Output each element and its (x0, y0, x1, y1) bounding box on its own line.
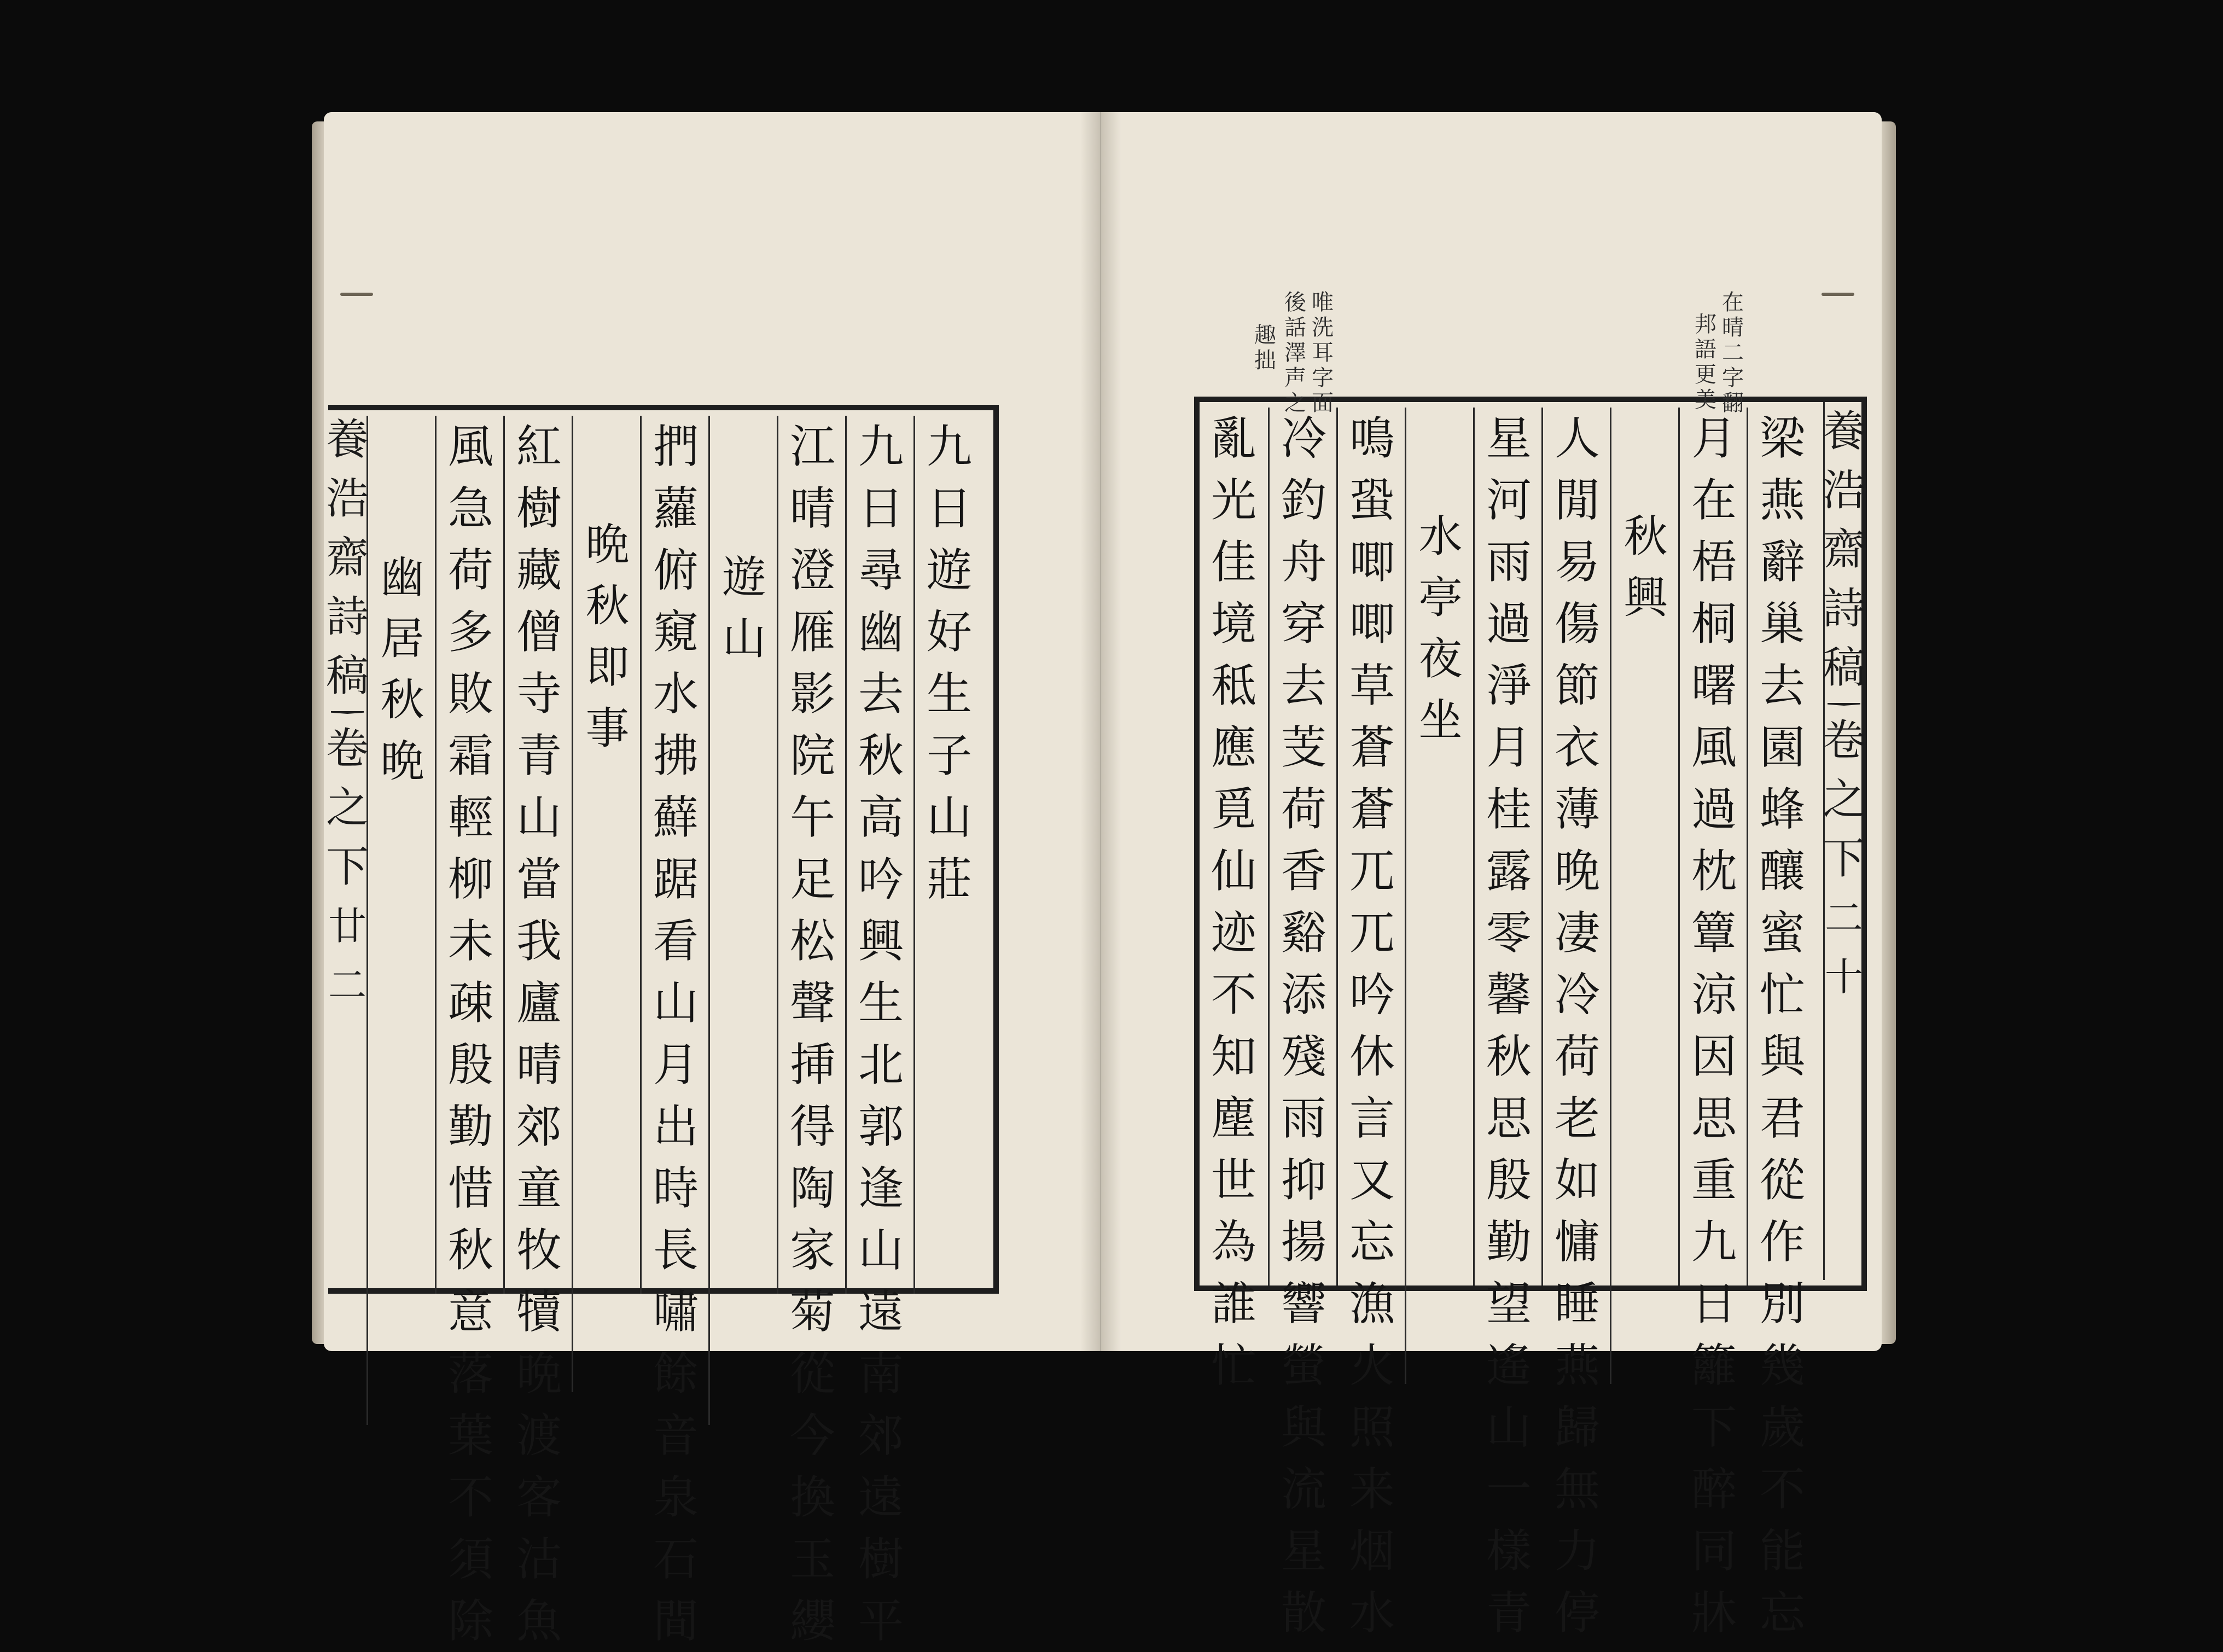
right-banxin (1823, 402, 1866, 1280)
fishtail-mark (1828, 703, 1860, 706)
text-column: 江 晴 澄 雁 影 院 午 足 松 聲 挿 得 陶 家 菊 從 今 換 玉 纓 (777, 416, 847, 1294)
right-page-edge (1879, 121, 1896, 1344)
right-text-frame (1194, 397, 1867, 1639)
left-banxin (326, 410, 369, 1288)
margin-note: 唯 洗 耳 字 面 (1312, 290, 1334, 416)
text-column: 亂 光 佳 境 秪 應 覓 仙 迹 不 知 塵 世 為 誰 忙 (1211, 412, 1256, 1392)
text-column: 風 急 荷 多 敗 霜 輕 柳 未 疎 殷 勤 惜 秋 意 落 葉 不 須 除 (435, 416, 505, 1294)
text-column: 九 日 尋 幽 去 秋 高 吟 興 生 北 郭 逢 山 遠 南 郊 遠 樹 平 (845, 416, 915, 1294)
text-column: 九 日 遊 好 生 子 山 莊 (913, 416, 984, 1294)
right-banxin-page: 二 十 (1825, 895, 1863, 999)
text-column: 梁 燕 辭 巢 去 園 蜂 釀 蜜 忙 與 君 從 作 別 幾 歲 不 能 忘 (1747, 408, 1817, 1285)
text-column: 遊 山 (708, 416, 778, 1425)
left-banxin-page: 廿 二 (328, 904, 366, 1008)
margin-note: 邦 語 更 美 (1695, 312, 1716, 412)
text-column: 星 河 雨 過 淨 月 桂 露 零 馨 秋 思 殷 勤 望 遙 山 一 樣 青 (1473, 408, 1543, 1285)
text-column: 紅 樹 藏 僧 寺 青 山 當 我 廬 晴 郊 童 牧 犢 晩 渡 客 沽 魚 (503, 416, 573, 1294)
fishtail-mark (331, 711, 364, 714)
right-stitch-mark (1822, 293, 1854, 296)
margin-note: 後 話 澤 声 之 (1284, 290, 1306, 416)
margin-note: 在 晴 二 字 翻 (1722, 290, 1744, 416)
text-column: 幽 居 秋 晩 (366, 416, 437, 1425)
text-column: 晩 秋 即 事 (572, 416, 642, 1392)
left-banxin-volume: 卷 之 下 (326, 724, 369, 892)
right-banxin-title: 養 浩 齋 詩 稿 (1823, 407, 1866, 693)
left-text-frame (326, 405, 999, 1648)
text-column: 月 在 梧 桐 曙 風 過 枕 簟 涼 因 思 重 九 日 籬 下 醉 同 牀 (1678, 408, 1748, 1285)
text-column: 水 亭 夜 坐 (1405, 408, 1475, 1384)
right-banxin-volume: 卷 之 下 (1823, 716, 1866, 883)
text-column: 冷 釣 舟 穿 去 芰 荷 香 谿 添 殘 雨 抑 揚 響 螢 與 流 星 散 (1268, 408, 1338, 1285)
book-gutter (1080, 112, 1121, 1351)
left-banxin-title: 養 浩 齋 詩 稿 (326, 415, 369, 701)
text-column: 秋 興 (1610, 408, 1680, 1384)
text-column: 捫 蘿 俯 窺 水 拂 蘚 踞 看 山 月 出 時 長 嘯 餘 音 泉 石 間 (640, 416, 710, 1294)
left-stitch-mark (340, 293, 373, 296)
text-column: 鳴 蛩 唧 唧 草 蒼 蒼 兀 兀 吟 休 言 又 忘 漁 火 照 来 烟 水 (1336, 408, 1406, 1285)
text-column: 人 閒 易 傷 節 衣 薄 晚 凄 冷 荷 老 如 慵 睡 燕 歸 無 力 停 (1541, 408, 1611, 1285)
margin-note: 趣 拙 (1254, 323, 1276, 373)
